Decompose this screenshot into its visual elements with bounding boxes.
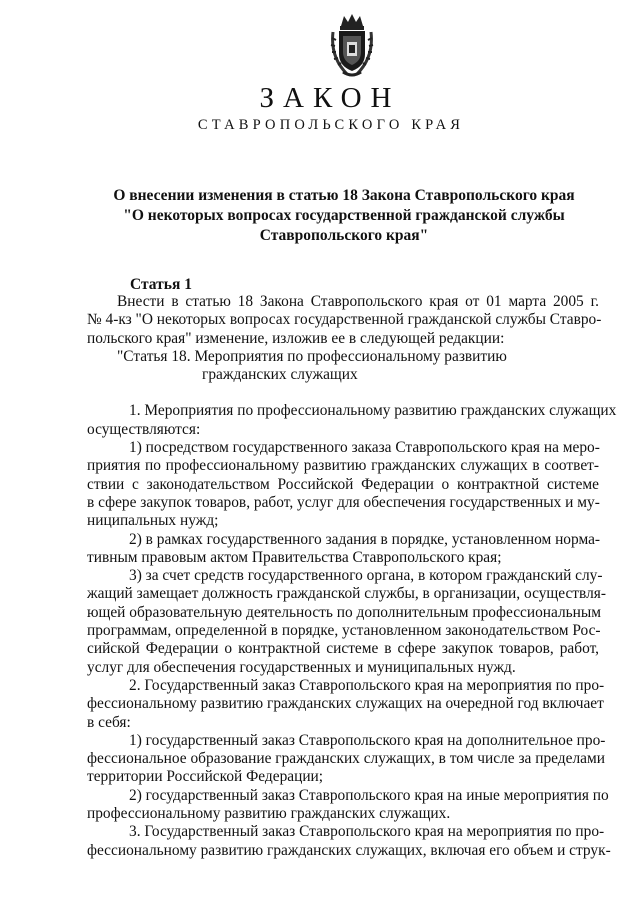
paragraph-2-item-2 — [87, 786, 609, 824]
text-line: фессиональное образование гражданских служащих, в том числе за пределами — [87, 750, 605, 768]
text-line: тивным правовым актом Правительства Ставропольского края; — [87, 548, 502, 566]
text-line: польского края" изменение, изложив ее в следующей редакции: — [87, 329, 505, 347]
text-line: ющей образовательную деятельность по дополнительным профессиональным — [87, 603, 602, 621]
heading-line: "О некоторых вопросах государственной гражданской службы — [123, 207, 565, 224]
text-line: № 4-кз "О некоторых вопросах государственной гражданской службы Ставро- — [87, 311, 602, 329]
text-line: сийской Федерации о контрактной системе в сфере закупок товаров, работ, — [87, 640, 599, 658]
paragraph-3 — [87, 823, 611, 860]
paragraph-1-item-3 — [87, 567, 606, 677]
paragraph-2-item-1 — [87, 731, 606, 787]
text-line: "Статья 18. Мероприятия по профессиональному развитию — [117, 347, 507, 365]
text-line: гражданских служащих — [202, 366, 358, 384]
law-title: ЗАКОН — [259, 82, 401, 114]
text-line: 2) в рамках государственного задания в порядке, установленном норма- — [129, 530, 601, 548]
text-line: профессиональному развитию гражданских служащих. — [87, 805, 451, 823]
text-line: программам, определенной в порядке, установленном законодательством Рос- — [87, 622, 601, 640]
paragraph-1 — [87, 402, 617, 439]
text-line: 3) за счет средств государственного органа, в котором гражданский слу- — [129, 567, 603, 585]
text-line: жащий замещает должность гражданской службы, в организации, осуществля- — [87, 585, 606, 603]
heading-line: Ставропольского края" — [259, 227, 429, 244]
text-line: 2) государственный заказ Ставропольского края на иные мероприятия по — [129, 786, 609, 804]
coat-of-arms-emblem — [329, 12, 375, 78]
text-line: в сфере закупок товаров, работ, услуг для обеспечения государственных и му- — [87, 493, 600, 511]
text-line: 1. Мероприятия по профессиональному развитию гражданских служащих — [129, 402, 617, 420]
text-line: услуг для обеспечения государственных и муниципальных нужд. — [87, 658, 516, 676]
heading-line: О внесении изменения в статью 18 Закона Ставропольского края — [113, 187, 575, 204]
text-line: ствии с законодательством Российской Федерации о контрактной системе — [87, 475, 599, 493]
law-subtitle: СТАВРОПОЛЬСКОГО КРАЯ — [197, 117, 465, 133]
paragraph-1-item-1 — [87, 439, 599, 530]
document-heading — [110, 186, 578, 246]
text-line: фессиональному развитию гражданских служащих на очередной год включает — [87, 695, 604, 713]
text-line: территории Российской Федерации; — [87, 768, 324, 786]
quote-title — [87, 348, 599, 385]
text-line: приятия по профессиональному развитию гражданских служащих в соответ- — [87, 457, 599, 475]
text-line: 2. Государственный заказ Ставропольского края на мероприятия по про- — [129, 676, 605, 694]
text-line: 1) посредством государственного заказа Ставропольского края на меро- — [129, 439, 600, 457]
article-title: Статья 1 — [130, 276, 192, 293]
text-line: 1) государственный заказ Ставропольского края на дополнительное про- — [129, 731, 606, 749]
text-line: Внести в статью 18 Закона Ставропольского края от 01 марта 2005 г. — [117, 293, 599, 310]
paragraph-2 — [87, 676, 605, 732]
text-line: осуществляются: — [87, 420, 201, 438]
article-body — [87, 293, 617, 860]
text-line: фессиональному развитию гражданских служащих, включая его объем и струк- — [87, 841, 611, 859]
text-line: 3. Государственный заказ Ставропольского края на мероприятия по про- — [129, 823, 605, 841]
paragraph-1-item-2 — [87, 531, 599, 568]
text-line: ниципальных нужд; — [87, 512, 219, 530]
text-line: в себя: — [87, 713, 131, 731]
intro-paragraph — [87, 293, 602, 348]
